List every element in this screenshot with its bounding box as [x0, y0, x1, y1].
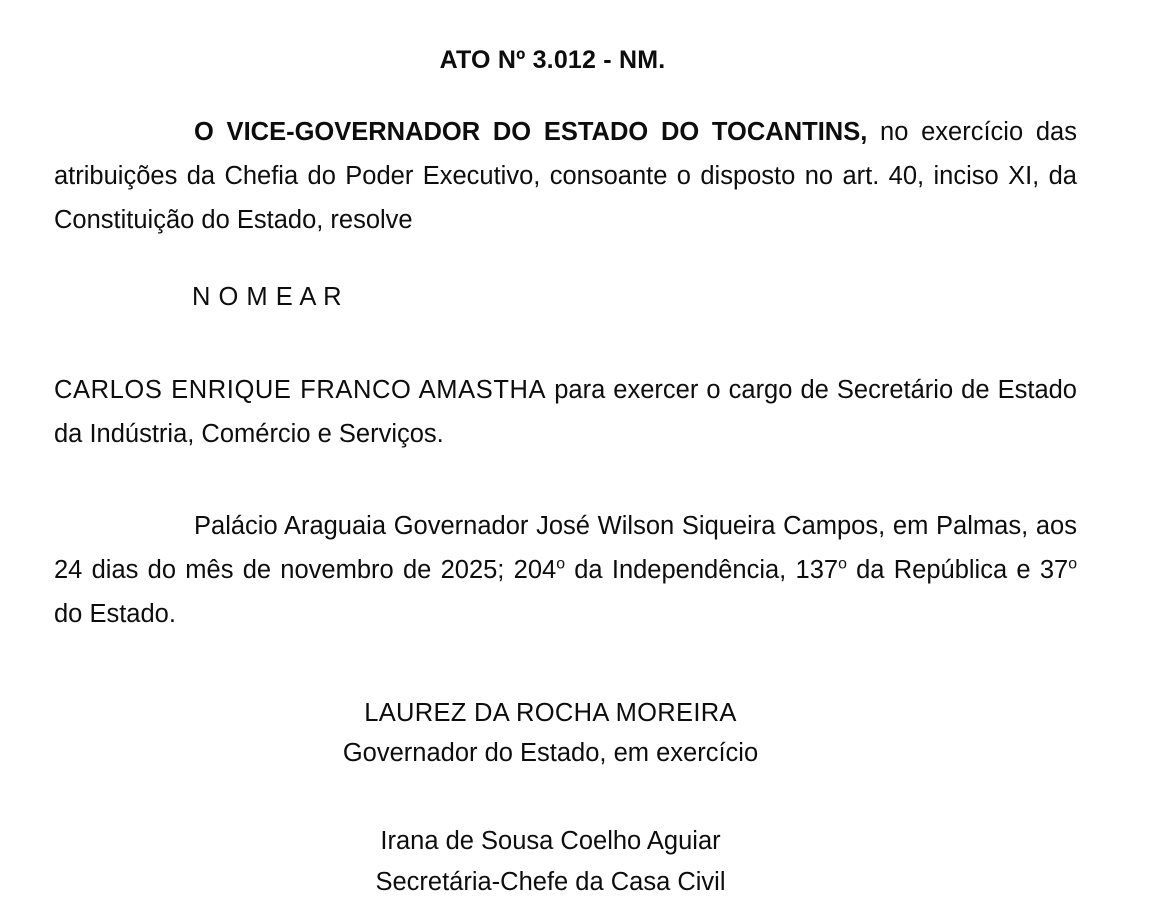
signature-role: Governador do Estado, em exercício	[342, 738, 759, 767]
preamble-rest: no exercício das atribuições da Chefia do Poder Executivo, consoante o disposto no art. 40, inciso XI, da Constituição do Estado, resolve	[54, 118, 1077, 234]
ordinal-marker-2: o	[838, 555, 847, 573]
document-title: ATO Nº 3.012 - NM.	[439, 46, 666, 74]
signature-block-chief-of-staff	[54, 821, 1077, 902]
appointment-rest: para exercer o cargo de Secretário de Estado da Indústria, Comércio e Serviços.	[54, 376, 1077, 449]
action-word: N O M E A R	[192, 282, 343, 311]
place-date-text-4: do Estado.	[54, 599, 176, 628]
signature-block-governor	[54, 693, 1077, 774]
signature-name: LAUREZ DA ROCHA MOREIRA	[364, 698, 737, 727]
place-date-text-1: Palácio Araguaia Governador José Wilson Siqueira Campos, em Palmas, aos 24 dias do mês de novembro de 2025; 204	[54, 512, 1077, 584]
place-date-text-2: da Independência, 137	[564, 555, 839, 584]
ordinal-marker-3: o	[1068, 555, 1077, 573]
signature-role: Secretária-Chefe da Casa Civil	[375, 867, 726, 896]
preamble-lead: O VICE-GOVERNADOR DO ESTADO DO TOCANTINS,	[194, 118, 868, 146]
appointee-name: CARLOS ENRIQUE FRANCO AMASTHA	[54, 376, 547, 405]
preamble-paragraph	[54, 111, 1077, 243]
ordinal-marker-1: o	[556, 555, 565, 573]
appointment-paragraph	[54, 369, 1077, 457]
place-date-text-3: da República e 37	[846, 555, 1069, 584]
place-and-date-paragraph	[54, 505, 1077, 637]
signature-name: Irana de Sousa Coelho Aguiar	[380, 827, 721, 856]
